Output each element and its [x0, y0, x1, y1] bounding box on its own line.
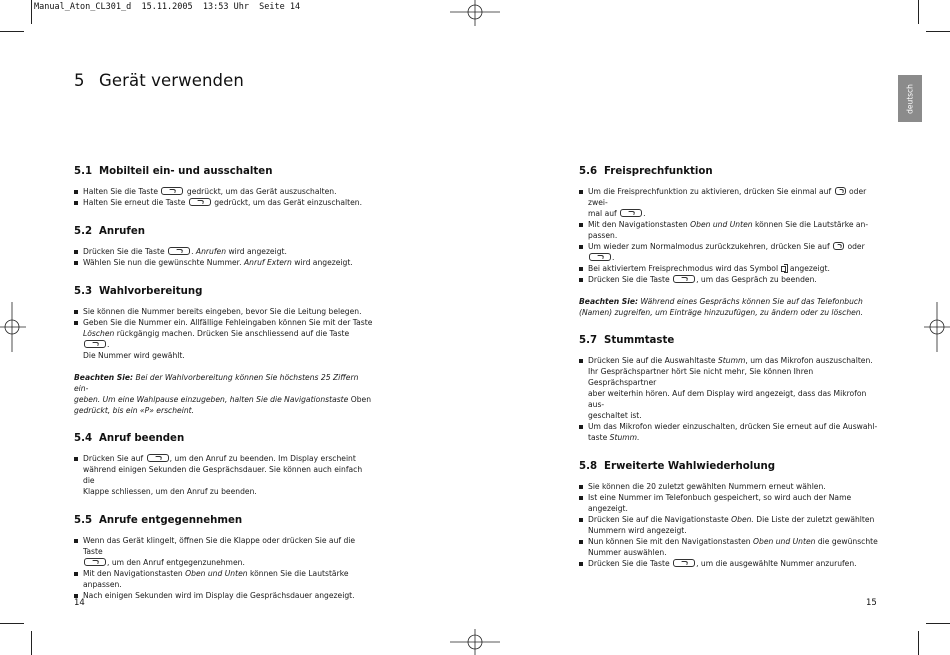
crop-mark	[918, 631, 919, 655]
crop-mark	[926, 623, 950, 624]
section-5-6	[579, 166, 879, 318]
registration-mark-icon	[450, 629, 500, 655]
section-5-8	[579, 461, 879, 569]
list-item: Mit den Navigationstasten Oben und Unten können Sie die Lautstärke an- passen.	[579, 219, 879, 241]
end-call-key-icon	[189, 198, 211, 206]
page-number-right: 15	[866, 598, 877, 608]
note: Beachten Sie: Bei der Wahlvorbereitung können Sie höchstens 25 Ziffern ein- geben. Um eine Wahlpause einzugeben, halten Sie die Navigationstaste Oben gedrückt, bis ein «P» erscheint.	[74, 373, 372, 415]
chapter-title-text: Gerät verwenden	[99, 71, 244, 90]
list-item: Sie können die 20 zuletzt gewählten Nummern erneut wählen.	[579, 481, 879, 492]
section-5-1	[74, 166, 374, 208]
section-heading: 5.1 Mobilteil ein- und ausschalten	[74, 166, 273, 177]
registration-mark-icon	[450, 0, 500, 26]
list-item: Drücken Sie die Taste , um das Gespräch zu beenden.	[579, 274, 879, 285]
crop-mark	[918, 0, 919, 24]
print-slug: Manual_Aton_CL301_d 15.11.2005 13:53 Uhr Seite 14	[34, 2, 301, 12]
list-item: Drücken Sie auf , um den Anruf zu beenden. Im Display erscheint während einigen Sekunden die Gesprächsdauer. Sie können auch einfach die Klappe schliessen, um den Anruf zu beenden.	[74, 453, 374, 497]
list-item: Um die Freisprechfunktion zu aktivieren, drücken Sie einmal auf oder zwei- mal auf .	[579, 186, 879, 219]
section-heading: 5.4 Anruf beenden	[74, 433, 185, 444]
language-tab-label: deutsch	[905, 83, 915, 114]
section-5-7	[579, 335, 879, 443]
section-5-2	[74, 226, 374, 268]
list-item: Um wieder zum Normalmodus zurückzukehren, drücken Sie auf oder .	[579, 241, 879, 263]
call-key-icon	[84, 558, 106, 566]
crop-mark	[0, 31, 24, 32]
list-item: Bei aktiviertem Freisprechmodus wird das Symbol angezeigt.	[579, 263, 879, 274]
crop-mark	[31, 0, 32, 24]
section-heading: 5.3 Wahlvorbereitung	[74, 286, 203, 297]
crop-mark	[31, 631, 32, 655]
list-item: Geben Sie die Nummer ein. Allfällige Fehleingaben können Sie mit der Taste Löschen rückgängig machen. Drücken Sie anschliessend auf die Taste . Die Nummer wird gewählt.	[74, 317, 374, 361]
right-page-column	[579, 166, 879, 569]
list-item: Mit den Navigationstasten Oben und Unten können Sie die Lautstärke anpassen.	[74, 568, 374, 590]
speaker-key-icon	[833, 242, 844, 250]
list-item: Wählen Sie nun die gewünschte Nummer. Anruf Extern wird angezeigt.	[74, 257, 374, 268]
registration-mark-icon	[924, 302, 950, 352]
end-call-key-icon	[673, 275, 695, 283]
section-5-5	[74, 515, 374, 601]
note: Beachten Sie: Während eines Gesprächs können Sie auf das Telefonbuch (Namen) zugreifen, um Einträge hinzuzufügen, zu ändern oder zu löschen.	[579, 297, 864, 317]
list-item: Wenn das Gerät klingelt, öffnen Sie die Klappe oder drücken Sie auf die Taste , um den Anruf entgegenzunehmen.	[74, 535, 374, 568]
list-item: Halten Sie erneut die Taste gedrückt, um das Gerät einzuschalten.	[74, 197, 374, 208]
speaker-icon	[781, 264, 788, 272]
section-heading: 5.7 Stummtaste	[579, 335, 675, 346]
crop-mark	[0, 623, 24, 624]
list-item: Drücken Sie die Taste , um die ausgewählte Nummer anzurufen.	[579, 558, 879, 569]
call-key-icon	[84, 340, 106, 348]
language-tab	[898, 75, 922, 122]
speaker-key-icon	[835, 187, 846, 195]
section-heading: 5.5 Anrufe entgegennehmen	[74, 515, 243, 526]
list-item: Sie können die Nummer bereits eingeben, bevor Sie die Leitung belegen.	[74, 306, 374, 317]
list-item: Nun können Sie mit den Navigationstasten Oben und Unten die gewünschte Nummer auswählen.	[579, 536, 879, 558]
call-key-icon	[168, 247, 190, 255]
end-call-key-icon	[147, 454, 169, 462]
section-5-3	[74, 286, 374, 416]
list-item: Halten Sie die Taste gedrückt, um das Gerät auszuschalten.	[74, 186, 374, 197]
section-heading: 5.2 Anrufen	[74, 226, 146, 237]
call-key-icon	[589, 253, 611, 261]
call-key-icon	[673, 559, 695, 567]
list-item: Nach einigen Sekunden wird im Display die Gesprächsdauer angezeigt.	[74, 590, 374, 601]
section-5-4	[74, 433, 374, 497]
registration-mark-icon	[0, 302, 26, 352]
section-heading: 5.6 Freisprechfunktion	[579, 166, 713, 177]
crop-mark	[926, 31, 950, 32]
list-item: Drücken Sie auf die Navigationstaste Oben. Die Liste der zuletzt gewählten Nummern wird angezeigt.	[579, 514, 879, 536]
chapter-title	[74, 71, 244, 90]
call-key-icon	[620, 209, 642, 217]
list-item: Ist eine Nummer im Telefonbuch gespeichert, so wird auch der Name angezeigt.	[579, 492, 879, 514]
end-call-key-icon	[161, 187, 183, 195]
list-item: Drücken Sie auf die Auswahltaste Stumm, um das Mikrofon auszuschalten. Ihr Gesprächspartner hört Sie nicht mehr, Sie können Ihren Gesprächspartner aber weiterhin hören. Auf dem Display wird angezeigt, dass das Mikrofon aus- geschaltet ist.	[579, 355, 879, 421]
left-page-column	[74, 166, 374, 601]
list-item: Um das Mikrofon wieder einzuschalten, drücken Sie erneut auf die Auswahl- taste Stumm.	[579, 421, 879, 443]
section-heading: 5.8 Erweiterte Wahlwiederholung	[579, 461, 775, 472]
chapter-number: 5	[74, 71, 85, 90]
list-item: Drücken Sie die Taste . Anrufen wird angezeigt.	[74, 246, 374, 257]
page-number-left: 14	[74, 598, 85, 608]
